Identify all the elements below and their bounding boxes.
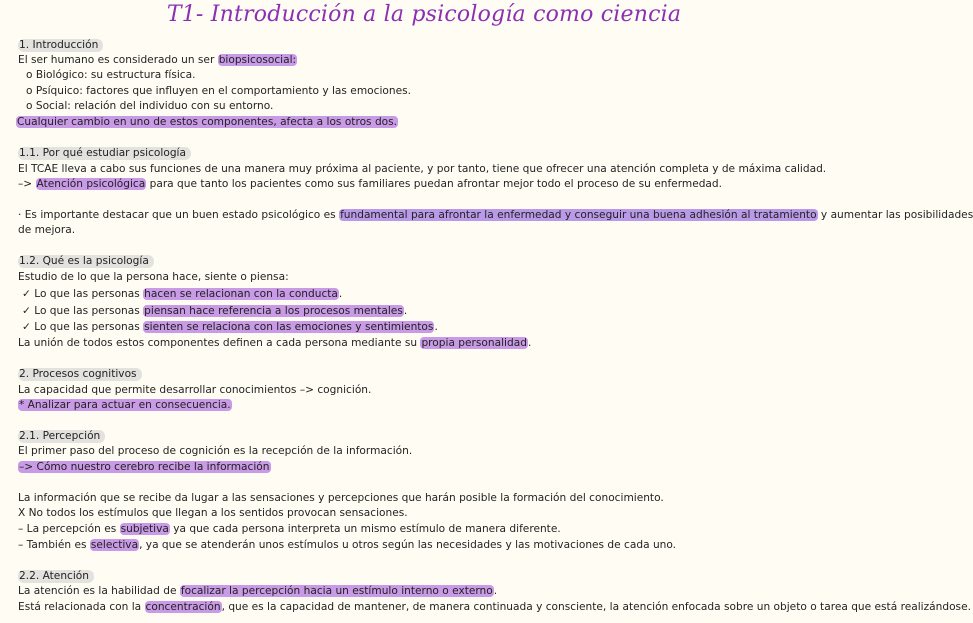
checklist-item: ✓ Lo que las personas hacen se relacionan con la conducta. — [22, 288, 343, 300]
section-heading-introduccion: 1. Introducción — [18, 38, 103, 52]
highlight: Cualquier cambio en uno de estos componentes, afecta a los otros dos. — [17, 116, 398, 128]
list-item: o Psíquico: factores que influyen en el comportamiento y las emociones. — [26, 85, 411, 97]
highlight: sienten se relaciona con las emociones y sentimientos — [144, 321, 434, 333]
section-heading-que-es: 1.2. Qué es la psicología — [18, 254, 154, 268]
list-item: o Biológico: su estructura física. — [26, 69, 196, 81]
text-line: El primer paso del proceso de cognición es la recepción de la información. — [18, 445, 413, 457]
text-line: – La percepción es subjetiva ya que cada persona interpreta un mismo estímulo de manera diferente. — [18, 523, 561, 535]
text-line: La información que se recibe da lugar a las sensaciones y percepciones que harán posible la formación del conocimiento. — [18, 492, 664, 504]
text-line: · Es importante destacar que un buen estado psicológico es fundamental para afrontar la enfermedad y conseguir una buena adhesión al tratamiento y aumentar las posibilidades — [18, 209, 973, 221]
section-heading-atencion: 2.2. Atención — [18, 569, 94, 583]
list-item: o Social: relación del individuo con su entorno. — [26, 100, 274, 112]
section-heading-procesos: 2. Procesos cognitivos — [18, 367, 142, 381]
highlight: piensan hace referencia a los procesos mentales — [144, 305, 403, 317]
highlight: hacen se relacionan con la conducta — [144, 288, 338, 300]
highlight: fundamental para afrontar la enfermedad y conseguir una buena adhesión al tratamiento — [340, 209, 817, 221]
highlight: concentración — [145, 601, 221, 613]
page-title: T1- Introducción a la psicología como ciencia — [166, 2, 682, 27]
text-line: Estudio de lo que la persona hace, siente o piensa: — [18, 271, 289, 283]
section-heading-por-que: 1.1. Por qué estudiar psicología — [18, 146, 191, 160]
text-line — [18, 460, 271, 474]
highlight: –> Cómo nuestro cerebro recibe la información — [19, 461, 270, 473]
text-line: El ser humano es considerado un ser biopsicosocial: — [18, 54, 297, 66]
text-line: Está relacionada con la concentración, que es la capacidad de mantener, de manera continuada y consciente, la atención enfocada sobre un objeto o tarea que está realizándose. — [18, 601, 971, 613]
highlight: subjetiva — [120, 523, 169, 535]
text-line — [16, 115, 398, 129]
text-line: X No todos los estímulos que llegan a los sentidos provocan sensaciones. — [18, 507, 408, 519]
text-line: La capacidad que permite desarrollar conocimientos –> cognición. — [18, 384, 372, 396]
text-line: de mejora. — [18, 224, 76, 236]
text-line: El TCAE lleva a cabo sus funciones de una manera muy próxima al paciente, y por tanto, tiene que ofrecer una atención completa y de máxima calidad. — [18, 163, 827, 175]
checklist-item: ✓ Lo que las personas sienten se relaciona con las emociones y sentimientos. — [22, 321, 438, 333]
highlight: focalizar la percepción hacia un estímulo interno o externo — [180, 585, 493, 597]
text-line: – También es selectiva, ya que se atenderán unos estímulos u otros según las necesidades y las motivaciones de cada uno. — [18, 539, 677, 551]
highlight: propia personalidad — [421, 337, 527, 349]
text-line: –> Atención psicológica para que tanto los pacientes como sus familiares puedan afrontar mejor todo el proceso de su enfermedad. — [18, 178, 723, 190]
highlight: biopsicosocial: — [218, 54, 297, 66]
text-line — [18, 398, 232, 412]
text-line: La unión de todos estos componentes definen a cada persona mediante su propia personalidad. — [18, 337, 532, 349]
highlight: * Analizar para actuar en consecuencia. — [19, 399, 231, 411]
highlight: Atención psicológica — [36, 178, 146, 190]
highlight: selectiva — [90, 539, 139, 551]
section-heading-percepcion: 2.1. Percepción — [18, 429, 105, 443]
checklist-item: ✓ Lo que las personas piensan hace referencia a los procesos mentales. — [22, 305, 408, 317]
text-line: La atención es la habilidad de focalizar la percepción hacia un estímulo interno o externo. — [18, 585, 498, 597]
